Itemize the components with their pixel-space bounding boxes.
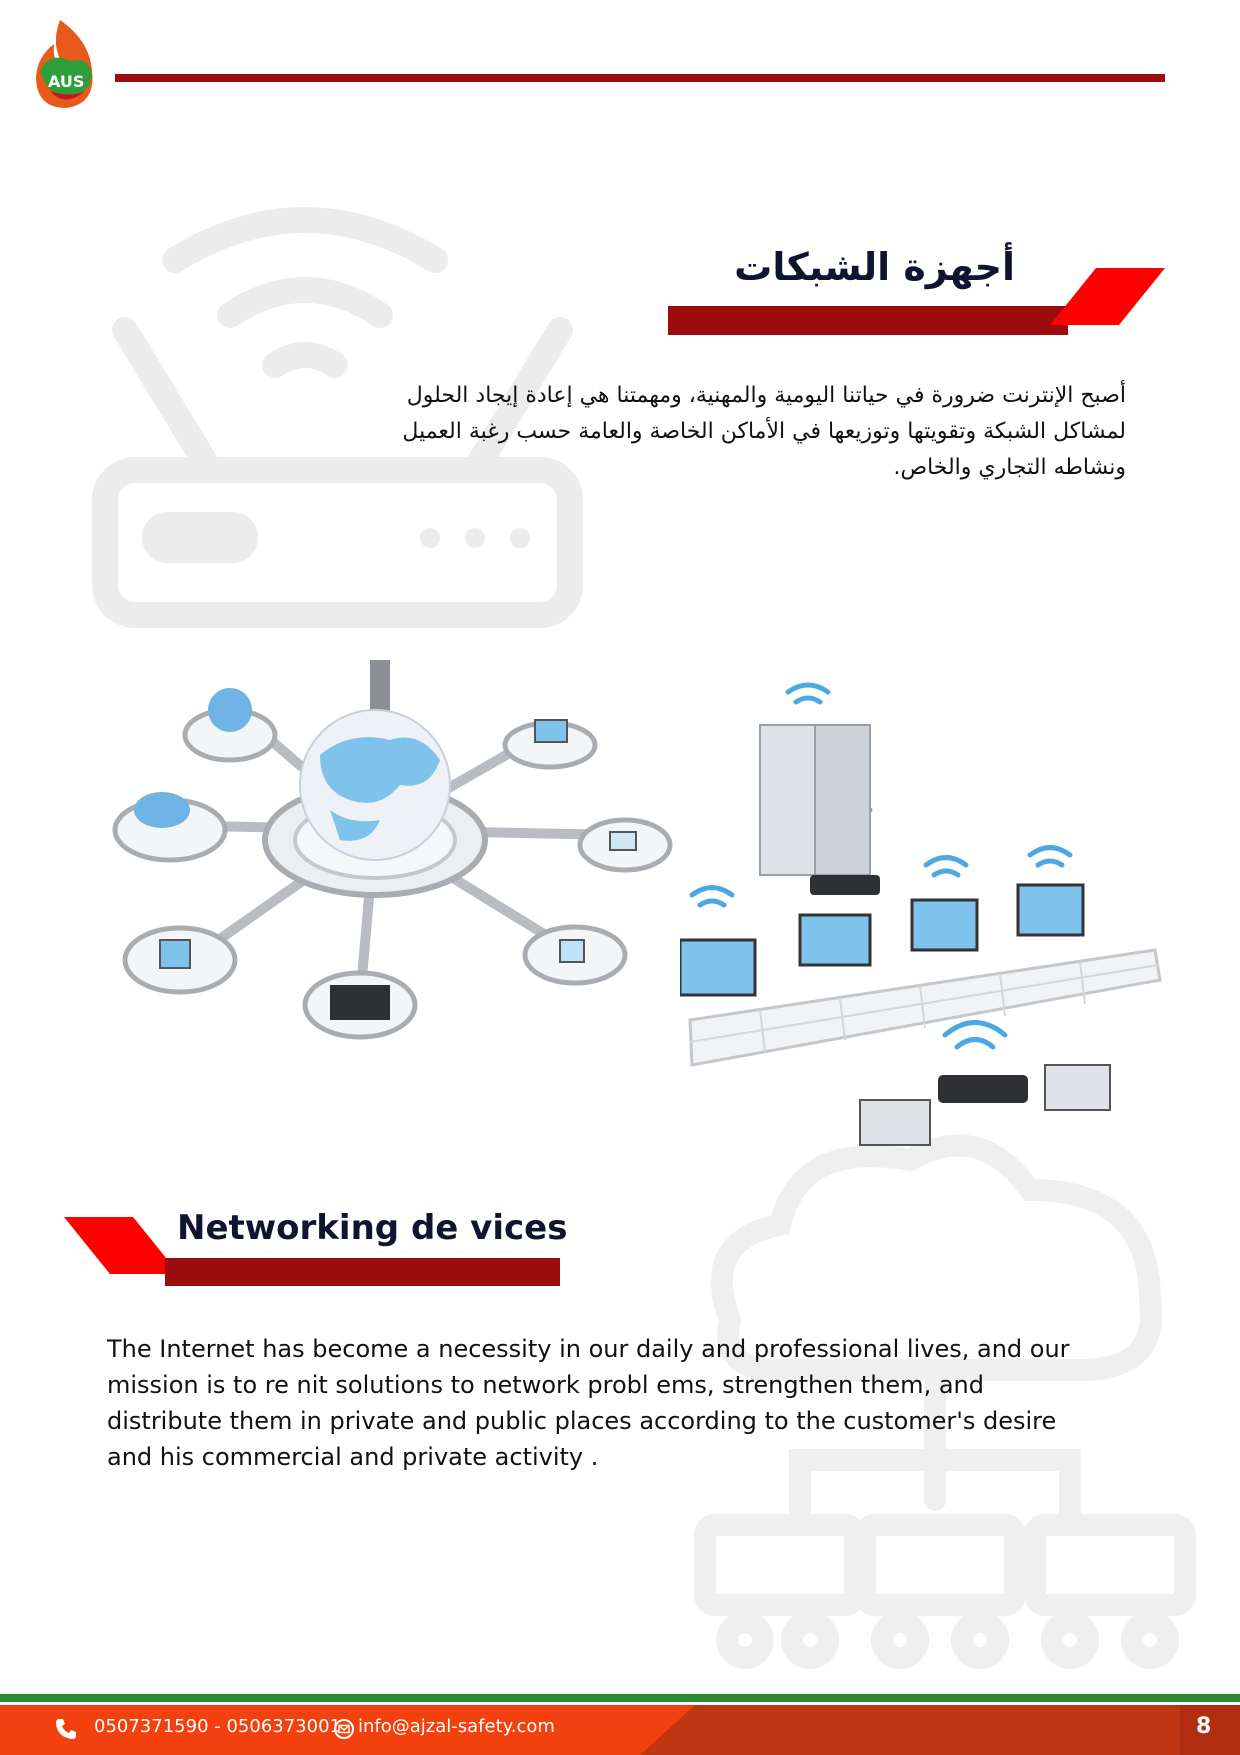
flame-logo-icon xyxy=(30,16,102,112)
global-network-illustration xyxy=(80,660,680,1060)
arabic-section-title: أجهزة الشبكات xyxy=(734,245,1015,289)
footer-email[interactable]: info@ajzal-safety.com xyxy=(358,1716,555,1737)
english-section-title: Networking de vices xyxy=(177,1208,568,1248)
footer-green-stripe xyxy=(0,1694,1240,1702)
page-number: 8 xyxy=(1196,1714,1212,1739)
footer-phones[interactable]: 0507371590 - 0506373001 xyxy=(94,1716,341,1737)
company-logo xyxy=(30,16,102,112)
phone-icon xyxy=(54,1717,78,1741)
arabic-title-accent xyxy=(1050,268,1165,325)
office-network-illustration xyxy=(680,680,1170,1180)
email-icon xyxy=(334,1719,354,1739)
english-section-body: The Internet has become a necessity in our daily and professional lives, and our mission is to re nit solutions to network probl ems, strengthen them, and distribute them in private and public places according to the customer's desire and his commercial and private activity . xyxy=(107,1335,1070,1471)
english-title-accent xyxy=(64,1217,179,1274)
logo-text: AUS xyxy=(48,72,85,91)
english-title-bar xyxy=(165,1258,560,1286)
arabic-title-bar xyxy=(668,306,1068,335)
footer-dark-panel xyxy=(640,1705,1240,1755)
header-rule xyxy=(115,74,1165,82)
arabic-section-body: أصبح الإنترنت ضرورة في حياتنا اليومية والمهنية، ومهمتنا هي إعادة إيجاد الحلول لمشاكل الشبكة وتقويتها وتوزيعها في الأماكن الخاصة والعامة حسب رغبة العميل ونشاطه التجاري والخاص. xyxy=(402,383,1126,480)
